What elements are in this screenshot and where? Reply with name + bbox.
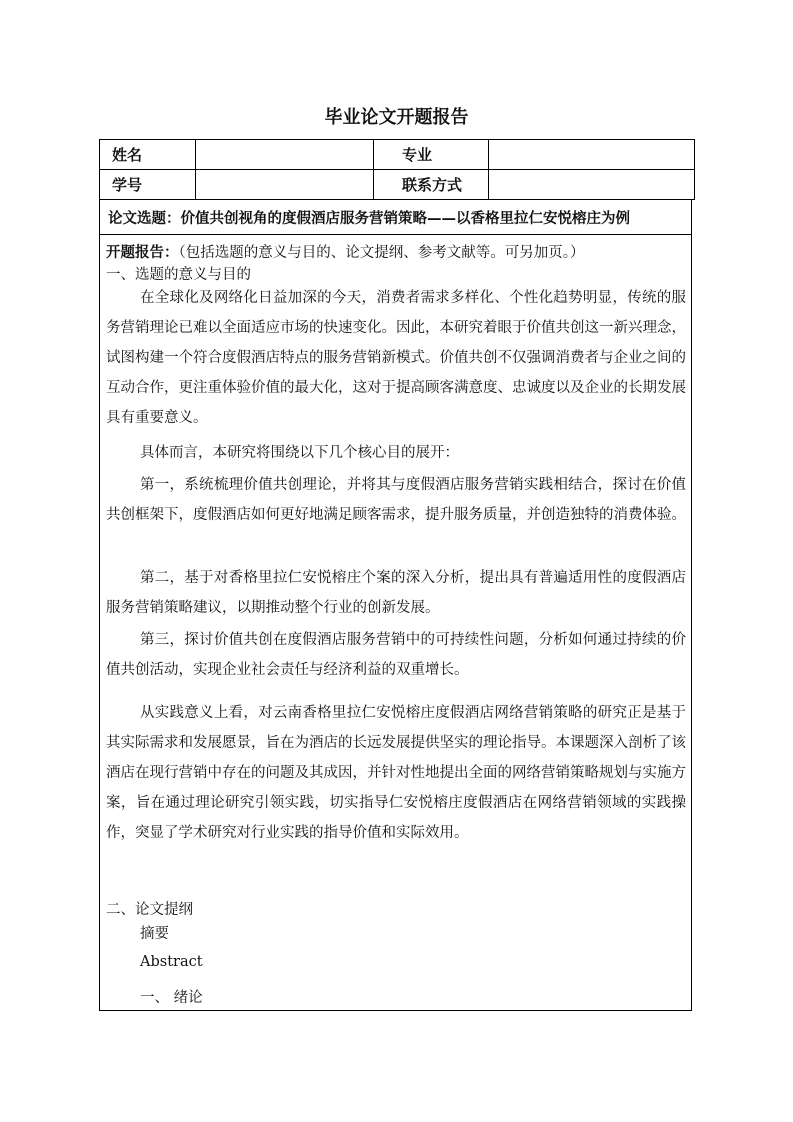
name-field[interactable] — [196, 140, 374, 170]
section1-heading: 一、选题的意义与目的 — [106, 267, 251, 283]
topic-row — [99, 200, 692, 235]
paragraph-purpose-3: 第三，探讨价值共创在度假酒店服务营销中的可持续性问题，分析如何通过持续的价值共创活动，实现企业社会责任与经济利益的双重增长。 — [106, 632, 686, 678]
info-row-id — [100, 170, 695, 200]
report-note: （包括选题的意义与目的、论文提纲、参考文献等。可另加页。） — [178, 245, 585, 261]
paragraph-purpose-2: 第二，基于对香格里拉仁安悦榕庄个案的深入分析，提出具有普遍适用性的度假酒店服务营销策略建议，以期推动整个行业的创新发展。 — [106, 570, 686, 616]
paragraph-significance: 在全球化及网络化日益加深的今天，消费者需求多样化、个性化趋势明显，传统的服务营销理论已难以全面适应市场的快速变化。因此，本研究着眼于价值共创这一新兴理念，试图构建一个符合度假酒店特点的服务营销新模式。价值共创不仅强调消费者与企业之间的互动合作，更注重体验价值的最大化，这对于提高顾客满意度、忠诚度以及企业的长期发展具有重要意义。 — [106, 290, 686, 426]
report-label: 开题报告： — [106, 245, 179, 261]
paragraph-practical-significance: 从实践意义上看，对云南香格里拉仁安悦榕庄度假酒店网络营销策略的研究正是基于其实际需求和发展愿景，旨在为酒店的长远发展提供坚实的理论指导。本课题深入剖析了该酒店在现行营销中存在的问题及其成因，并针对性地提出全面的网络营销策略规划与实施方案，旨在通过理论研究引领实践，切实指导仁安悦榕庄度假酒店在网络营销领域的实践操作，突显了学术研究对行业实践的指导价值和实际效用。 — [106, 705, 686, 841]
document-title: 毕业论文开题报告 — [324, 107, 469, 128]
student-id-label: 学号 — [100, 170, 196, 200]
topic-label: 论文选题： — [108, 210, 181, 227]
outline-item-introduction: 一、 绪论 — [140, 990, 203, 1006]
info-table — [99, 139, 695, 200]
contact-field[interactable] — [489, 170, 695, 200]
outline-item-abstract-en: Abstract — [140, 954, 203, 970]
contact-label: 联系方式 — [374, 170, 489, 200]
major-label: 专业 — [374, 140, 489, 170]
topic-value: 价值共创视角的度假酒店服务营销策略——以香格里拉仁安悦榕庄为例 — [180, 210, 630, 227]
info-row-name — [100, 140, 695, 170]
student-id-field[interactable] — [196, 170, 374, 200]
report-heading — [106, 241, 585, 262]
section2-heading: 二、论文提纲 — [106, 902, 193, 918]
major-field[interactable] — [489, 140, 695, 170]
paragraph-purpose-1: 第一，系统梳理价值共创理论，并将其与度假酒店服务营销实践相结合，探讨在价值共创框架下，度假酒店如何更好地满足顾客需求，提升服务质量，并创造独特的消费体验。 — [106, 477, 686, 523]
paragraph-core-purposes: 具体而言，本研究将围绕以下几个核心目的展开： — [140, 445, 459, 461]
name-label: 姓名 — [100, 140, 196, 170]
outline-item-abstract-cn: 摘要 — [140, 926, 169, 942]
